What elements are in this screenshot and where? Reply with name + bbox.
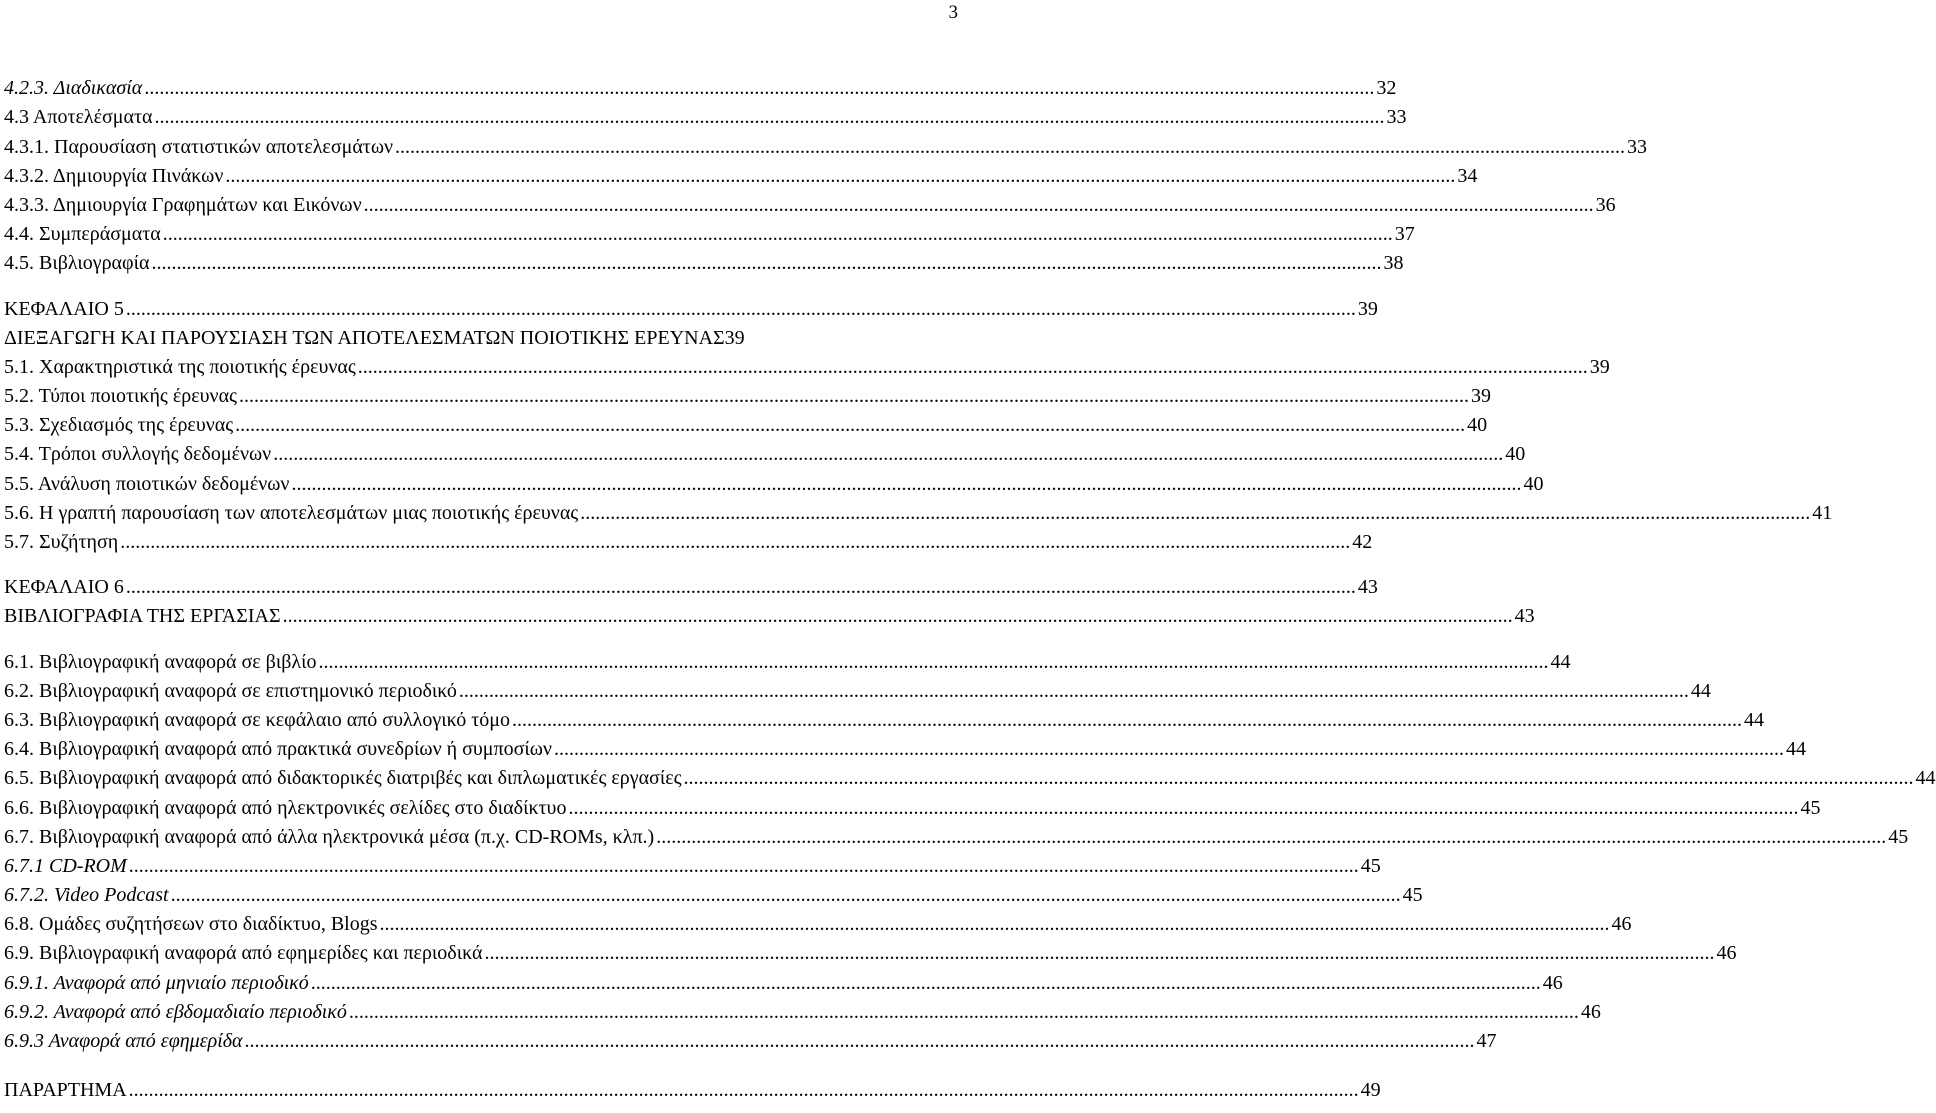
toc-entry-page-number: 39 [1470, 385, 1491, 408]
toc-entry-title: 4.3.3. Δημιουργία Γραφημάτων και Εικόνων [4, 193, 362, 216]
dot-leader [154, 105, 1384, 129]
toc-entry-title: 4.5. Βιβλιογραφία [4, 252, 150, 275]
toc-entry[interactable] [4, 761, 1936, 790]
toc-entry[interactable] [4, 644, 1571, 673]
toc-entry[interactable] [4, 703, 1764, 732]
toc-entry-page-number: 33 [1386, 106, 1407, 129]
table-of-contents [4, 71, 1936, 1102]
toc-entry[interactable] [4, 496, 1833, 525]
toc-entry-page-number: 44 [1690, 679, 1711, 702]
toc-entry-title: 6.6. Βιβλιογραφική αναφορά από ηλεκτρονικές σελίδες στο διαδίκτυο [4, 796, 567, 819]
toc-entry-title: 6.2. Βιβλιογραφική αναφορά σε επιστημονικό περιοδικό [4, 679, 457, 702]
dot-leader [129, 854, 1359, 878]
toc-entry[interactable] [4, 995, 1601, 1024]
toc-entry-title: 6.7.2. Video Podcast [4, 884, 169, 907]
toc-entry[interactable] [4, 732, 1806, 761]
dot-leader [485, 941, 1715, 965]
toc-entry-title: ΒΙΒΛΙΟΓΡΑΦΙΑ ΤΗΣ ΕΡΓΑΣΙΑΣ [4, 605, 281, 628]
dot-leader [120, 530, 1350, 554]
toc-entry-title: ΠΑΡΑΡΤΗΜΑ [4, 1079, 127, 1102]
toc-entry[interactable] [4, 1024, 1497, 1053]
toc-entry[interactable] [4, 907, 1632, 936]
toc-entry-page-number: 46 [1716, 942, 1737, 965]
toc-entry-page-number: 45 [1402, 884, 1423, 907]
toc-entry-title: 6.3. Βιβλιογραφική αναφορά σε κεφάλαιο από συλλογικό τόμο [4, 708, 510, 731]
toc-entry-title: 5.2. Τύποι ποιοτικής έρευνας [4, 385, 237, 408]
dot-leader [245, 1029, 1475, 1053]
toc-entry[interactable] [4, 71, 1397, 100]
dot-leader [129, 1078, 1359, 1102]
toc-entry[interactable] [4, 217, 1415, 246]
toc-entry[interactable] [4, 379, 1491, 408]
toc-entry-page-number: 44 [1550, 650, 1571, 673]
dot-leader [580, 501, 1810, 525]
toc-entry-page-number: 45 [1800, 796, 1821, 819]
toc-entry-title: 5.3. Σχεδιασμός της έρευνας [4, 414, 234, 437]
toc-entry[interactable] [4, 408, 1488, 437]
toc-entry-title: 4.2.3. Διαδικασία [4, 77, 143, 100]
toc-entry-page-number: 46 [1580, 1000, 1601, 1023]
toc-entry-page-number: 39 [1357, 297, 1378, 320]
dot-leader [380, 912, 1610, 936]
dot-leader [235, 413, 1465, 437]
toc-entry-page-number: 46 [1542, 971, 1563, 994]
toc-entry[interactable] [4, 849, 1381, 878]
toc-entry-page-number: 38 [1383, 252, 1404, 275]
toc-entry[interactable] [4, 674, 1711, 703]
toc-entry-page-number: 41 [1812, 501, 1833, 524]
dot-leader [225, 164, 1455, 188]
toc-entry-page-number: 43 [1514, 605, 1535, 628]
toc-entry-title: 4.3.2. Δημιουργία Πινάκων [4, 164, 224, 187]
dot-leader [126, 575, 1356, 599]
toc-entry[interactable] [4, 291, 1378, 320]
toc-entry[interactable] [4, 466, 1544, 495]
toc-entry-title: 6.7. Βιβλιογραφική αναφορά από άλλα ηλεκτρονικά μέσα (π.χ. CD-ROMs, κλπ.) [4, 825, 655, 848]
dot-leader [273, 442, 1503, 466]
dot-leader [318, 650, 1548, 674]
toc-entry-page-number: 45 [1888, 825, 1909, 848]
dot-leader [459, 679, 1689, 703]
toc-entry[interactable] [4, 820, 1909, 849]
toc-entry[interactable] [4, 878, 1423, 907]
toc-entry[interactable] [4, 790, 1821, 819]
toc-entry-title: 6.8. Ομάδες συζητήσεων στο διαδίκτυο, Blogs [4, 913, 378, 936]
toc-entry-title: 5.7. Συζήτηση [4, 531, 119, 553]
toc-entry-page-number: 42 [1352, 531, 1373, 553]
dot-leader [239, 384, 1469, 408]
dot-leader [684, 766, 1914, 790]
page-number: 3 [948, 2, 958, 23]
toc-entry-title: ΚΕΦΑΛΑΙΟ 5 [4, 297, 124, 320]
toc-entry-title: 6.9.2. Αναφορά από εβδομαδιαίο περιοδικό [4, 1000, 347, 1023]
toc-entry-title: 5.5. Ανάλυση ποιοτικών δεδομένων [4, 472, 290, 495]
toc-entry-page-number: 43 [1357, 576, 1378, 599]
dot-leader [395, 135, 1625, 159]
toc-entry-title: ΚΕΦΑΛΑΙΟ 6 [4, 576, 124, 599]
toc-entry-page-number: 49 [1360, 1079, 1381, 1102]
toc-entry-page-number: 37 [1394, 223, 1415, 246]
toc-entry[interactable] [4, 100, 1407, 129]
toc-entry[interactable] [4, 188, 1616, 217]
toc-entry-title: 6.9.3 Αναφορά από εφημερίδα [4, 1030, 243, 1052]
dot-leader [568, 796, 1798, 820]
dot-leader [364, 193, 1594, 217]
dot-leader [358, 355, 1588, 379]
dot-leader [656, 825, 1886, 849]
toc-entry[interactable] [4, 321, 938, 350]
dot-leader [171, 883, 1401, 907]
toc-entry[interactable] [4, 129, 1648, 158]
toc-entry-page-number: 44 [1915, 767, 1936, 790]
toc-entry-title: 6.7.1 CD-ROM [4, 854, 127, 877]
dot-leader [151, 251, 1381, 275]
toc-entry-page-number: 33 [1627, 135, 1648, 158]
toc-entry-title: 4.3 Αποτελέσματα [4, 106, 153, 129]
toc-entry[interactable] [4, 159, 1478, 188]
dot-leader [144, 76, 1374, 100]
toc-entry-page-number: 32 [1376, 77, 1397, 100]
toc-entry[interactable] [4, 570, 1378, 599]
toc-entry[interactable] [4, 936, 1737, 965]
toc-entry-title: ΔΙΕΞΑΓΩΓΗ ΚΑΙ ΠΑΡΟΥΣΙΑΣΗ ΤΩΝ ΑΠΟΤΕΛΕΣΜΑΤΩΝ ΠΟΙΟΤΙΚΗΣ ΕΡΕΥΝΑΣ39 [4, 326, 745, 349]
toc-entry[interactable] [4, 437, 1526, 466]
toc-entry-page-number: 44 [1785, 738, 1806, 761]
toc-entry-page-number: 40 [1523, 472, 1544, 495]
dot-leader [283, 604, 1513, 628]
toc-entry-title: 5.4. Τρόποι συλλογής δεδομένων [4, 443, 272, 466]
toc-entry[interactable] [4, 599, 1535, 628]
toc-entry-title: 4.3.1. Παρουσίαση στατιστικών αποτελεσμάτων [4, 135, 394, 158]
toc-entry[interactable] [4, 965, 1563, 994]
toc-entry-page-number: 40 [1467, 414, 1488, 437]
toc-entry[interactable] [4, 246, 1404, 275]
toc-entry-title: 6.9. Βιβλιογραφική αναφορά από εφημερίδες και περιοδικά [4, 942, 483, 965]
dot-leader [163, 222, 1393, 246]
toc-entry-title: 6.4. Βιβλιογραφική αναφορά από πρακτικά συνεδρίων ή συμποσίων [4, 738, 552, 761]
dot-leader [554, 737, 1784, 761]
dot-leader [311, 971, 1541, 995]
toc-entry-title: 5.1. Χαρακτηριστικά της ποιοτικής έρευνας [4, 355, 356, 378]
toc-entry[interactable] [4, 350, 1610, 379]
dot-leader [126, 297, 1356, 321]
toc-entry-page-number: 46 [1611, 913, 1632, 936]
dot-leader [349, 1000, 1579, 1024]
dot-leader [291, 472, 1521, 496]
toc-entry-page-number: 44 [1744, 708, 1764, 731]
toc-entry-title: 5.6. Η γραπτή παρουσίαση των αποτελεσμάτων μιας ποιοτικής έρευνας [4, 501, 579, 524]
toc-entry-page-number: 39 [1589, 355, 1610, 378]
toc-entry-page-number: 45 [1360, 854, 1381, 877]
toc-entry-title: 6.1. Βιβλιογραφική αναφορά σε βιβλίο [4, 650, 317, 673]
toc-entry-title: 6.5. Βιβλιογραφική αναφορά από διδακτορικές διατριβές και διπλωματικές εργασίες [4, 767, 682, 790]
toc-entry-page-number: 40 [1505, 443, 1526, 466]
toc-entry-page-number: 36 [1595, 193, 1616, 216]
toc-entry[interactable] [4, 1073, 1381, 1102]
toc-entry-title: 6.9.1. Αναφορά από μηνιαίο περιοδικό [4, 971, 309, 994]
toc-entry[interactable] [4, 525, 1373, 554]
toc-entry-page-number: 34 [1457, 164, 1478, 187]
dot-leader [512, 708, 1742, 732]
toc-entry-page-number: 47 [1476, 1030, 1497, 1052]
toc-entry-title: 4.4. Συμπεράσματα [4, 223, 161, 246]
